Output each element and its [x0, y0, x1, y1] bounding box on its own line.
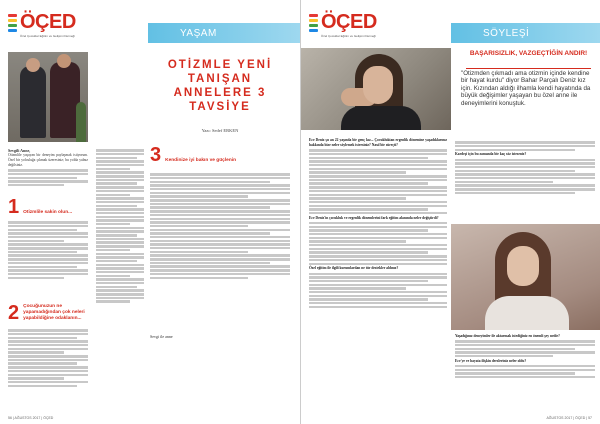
interview-title: BAŞARISIZLIK, VAZGEÇTİĞİN ANDIR! — [469, 50, 588, 57]
middle-column-text — [96, 148, 144, 410]
right-page — [300, 0, 600, 424]
question-5: Yaşadığınız deneyimler ile aktarmak istediğiniz en önemli şey nedir? — [455, 334, 560, 338]
section-1-text — [8, 220, 88, 302]
signoff: Sevgi ile anne — [150, 334, 173, 339]
question-3: Özel eğitim ile ilgili kurumlardan ne tür destekler aldınız? — [309, 266, 399, 271]
logo — [8, 12, 90, 38]
section-label: YAŞAM — [148, 23, 300, 43]
logo — [309, 12, 391, 38]
interview-column-left — [309, 138, 447, 408]
logo-mark-icon — [8, 14, 17, 32]
heading-3: 3 Kendinize iyi bakın ve güçlenin — [150, 144, 237, 166]
page-footer-left: 56 | AĞUSTOS 2017 | ÖÇED — [8, 416, 54, 420]
intro-text: Otizmlile yaşayan bir deneyim paylaşmak istiyorum. Özel bir yolculuğa çıkmak üzeresiniz; bu yolda yalnız değilsiniz. — [8, 153, 88, 167]
question-6: Ece'ye ve hayata ilişkin dersleriniz neler oldu? — [455, 358, 527, 363]
section-3-text — [150, 172, 290, 330]
logo-subtitle: Özel Çocuklar Eğitim ve Gelişimi Derneği — [321, 34, 376, 38]
question-1: Ece Deniz şu an 22 yaşında bir genç kız... Çocukluktan ergenlik dönemine yaşadıklarınız hakkında bize neler söylemek istersiniz? Nasıl bir süreçti? — [309, 138, 447, 147]
article-title: OTİZMLE YENİ TANIŞAN ANNELERE 3 TAVSİYE — [167, 59, 273, 113]
heading-1: 1 Otizmlile sakin olun... — [8, 196, 73, 218]
logo-text: ÖÇED — [20, 11, 76, 33]
title-divider — [466, 68, 591, 69]
section-label: SÖYLEŞİ — [451, 23, 600, 43]
girl-photo — [301, 48, 451, 130]
intro-block — [8, 148, 88, 194]
interview-column-right-top — [455, 140, 595, 222]
page-footer-right: AĞUSTOS 2017 | ÖÇED | 57 — [546, 416, 592, 420]
young-woman-photo — [451, 224, 600, 330]
byline: Yazı: Sedef ERKEN — [201, 128, 239, 133]
greeting: Sevgili Anne, — [8, 148, 31, 153]
heading-2: 2 Çocuğunuzun ne yapamadığından çok neleri yapabildiğine odaklanın... — [8, 302, 85, 324]
logo-subtitle: Özel Çocuklar Eğitim ve Gelişimi Derneği — [20, 34, 75, 38]
interview-column-right-bottom — [455, 334, 595, 410]
question-2: Ece Deniz'in çocukluk ve ergenlik dönemlerini fark eğitim alanında neler değiştirdi? — [309, 215, 439, 220]
intro-quote: "Otizmden çıkmadı ama otizmin içinde kendine bir hayat kurdu" diyor Bahar Parçalı Deniz kız için. Kızından aldığı ilhamla kendi hayatında da büyük değişimler yaşayan bu özel anne ile deneyimlerini konuştuk. — [461, 70, 591, 107]
logo-text: ÖÇED — [321, 11, 377, 33]
question-4: Kardeşi için bu zamanda bir kaç söz isteseniz? — [455, 152, 527, 157]
couple-photo — [8, 52, 88, 142]
section-2-text — [8, 328, 88, 412]
logo-mark-icon — [309, 14, 318, 32]
